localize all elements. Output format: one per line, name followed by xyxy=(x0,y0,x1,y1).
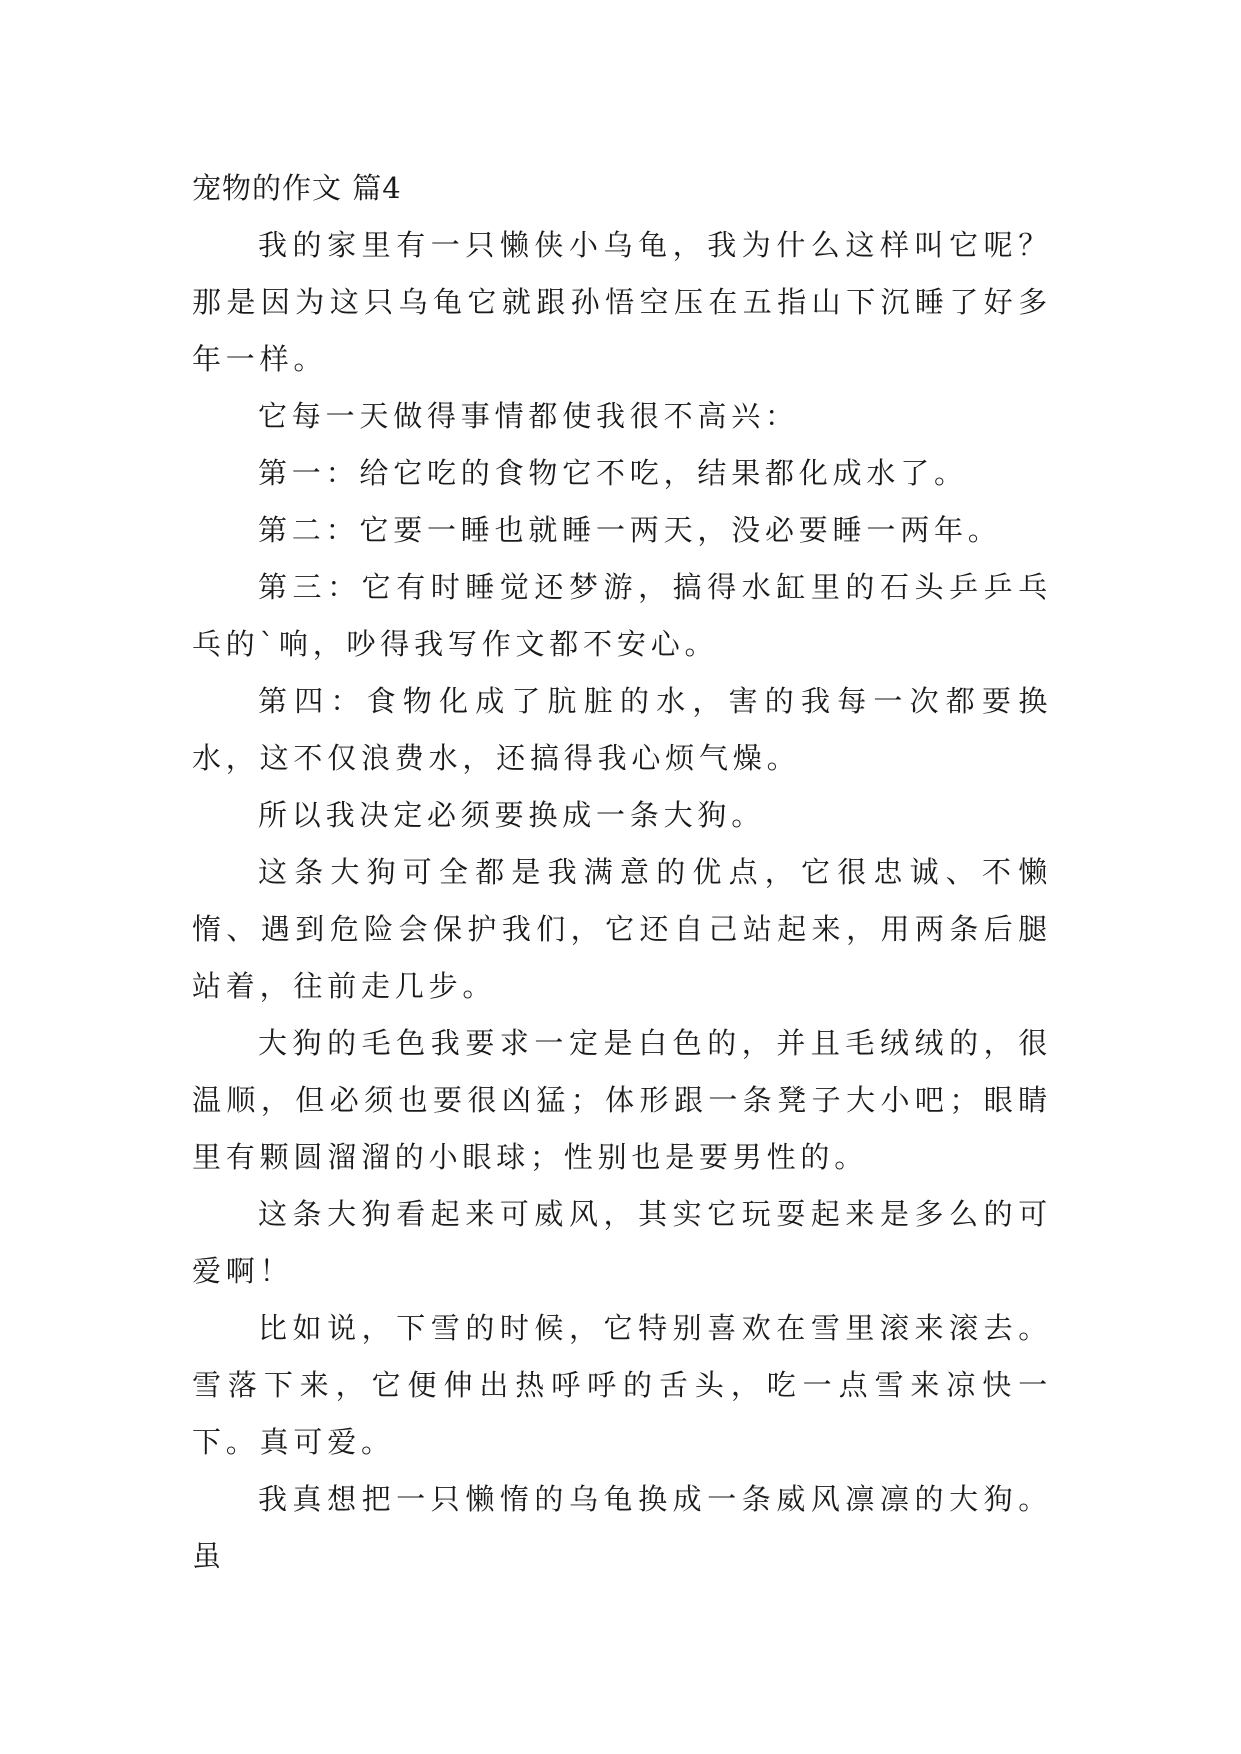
document-title: 宠物的作文 篇4 xyxy=(192,171,402,205)
paragraph: 这条大狗可全都是我满意的优点，它很忠诚、不懒惰、遇到危险会保护我们，它还自己站起来，用两条后腿站着，往前走几步。 xyxy=(192,855,1052,1003)
paragraph: 第一：给它吃的食物它不吃，结果都化成水了。 xyxy=(258,456,968,490)
paragraph: 这条大狗看起来可威风，其实它玩耍起来是多么的可爱啊！ xyxy=(192,1197,1052,1288)
paragraph: 大狗的毛色我要求一定是白色的，并且毛绒绒的，很温顺，但必须也要很凶猛；体形跟一条凳子大小吧；眼睛里有颗圆溜溜的小眼球；性别也是要男性的。 xyxy=(192,1026,1052,1174)
paragraph: 所以我决定必须要换成一条大狗。 xyxy=(258,798,766,832)
document-body xyxy=(192,160,1052,1585)
paragraph: 第四：食物化成了肮脏的水，害的我每一次都要换水，这不仅浪费水，还搞得我心烦气燥。 xyxy=(192,684,1052,775)
paragraph: 我真想把一只懒惰的乌龟换成一条威风凛凛的大狗。虽 xyxy=(192,1482,1052,1573)
paragraph: 比如说，下雪的时候，它特别喜欢在雪里滚来滚去。雪落下来，它便伸出热呼呼的舌头，吃一点雪来凉快一下。真可爱。 xyxy=(192,1311,1052,1459)
paragraph: 我的家里有一只懒侠小乌龟，我为什么这样叫它呢？那是因为这只乌龟它就跟孙悟空压在五指山下沉睡了好多年一样。 xyxy=(192,228,1052,376)
paragraph: 第三：它有时睡觉还梦游，搞得水缸里的石头乒乒乓乓的`响，吵得我写作文都不安心。 xyxy=(192,570,1052,661)
paragraph: 第二：它要一睡也就睡一两天，没必要睡一两年。 xyxy=(258,513,1002,547)
paragraph: 它每一天做得事情都使我很不高兴： xyxy=(258,399,799,433)
